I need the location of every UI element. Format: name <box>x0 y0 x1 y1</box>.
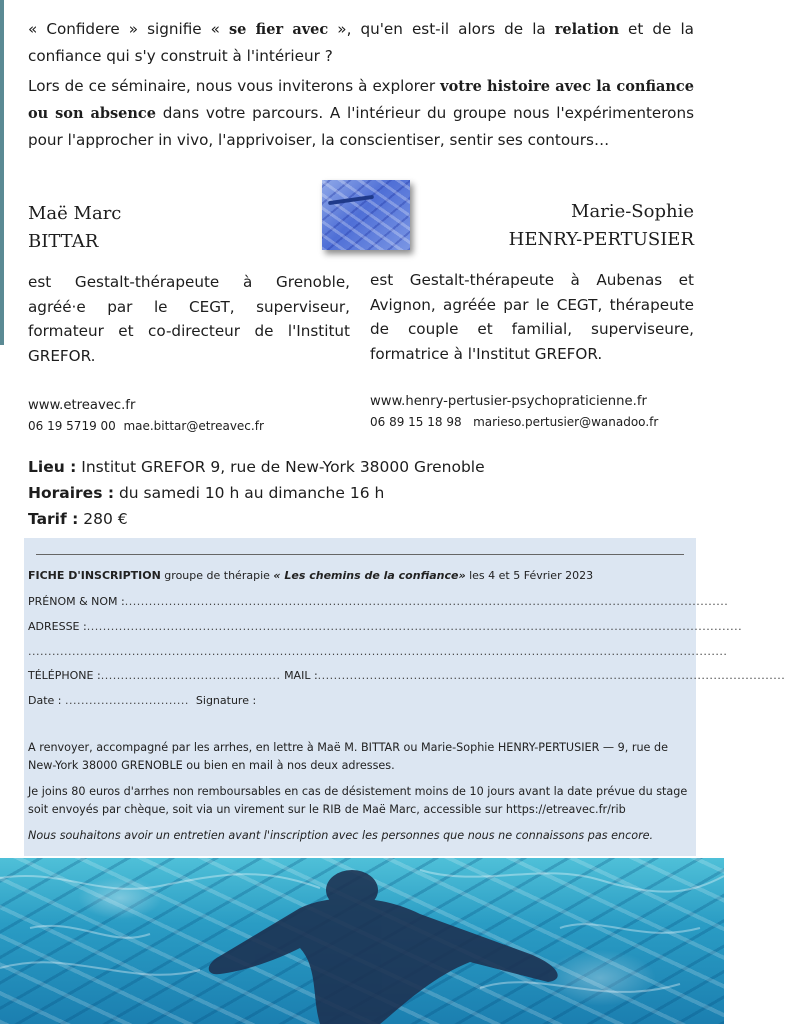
form-title-italic: « Les chemins de la confiance» <box>273 569 466 582</box>
form-divider <box>36 554 684 555</box>
therapist-right-name <box>509 198 694 254</box>
telephone-label: TÉLÉPHONE : <box>28 669 101 682</box>
therapist-left-bio: est Gestalt-thérapeute à Grenoble, agréé·e par le CEGT, superviseur, formateur et co-directeur de l'Institut GREFOR. <box>28 273 350 365</box>
intro-text-run: et de la confiance qui s'y construit à l'intérieur ? <box>28 20 694 65</box>
therapist-right-contact <box>370 392 658 432</box>
form-title-text: groupe de thérapie <box>160 569 274 582</box>
therapist-left-contact <box>28 396 264 436</box>
date-signature-field[interactable] <box>28 694 256 707</box>
prenom-nom-field[interactable] <box>28 595 728 608</box>
prenom-nom-dots[interactable]: ....................................................................................................................................................... <box>124 595 729 608</box>
therapist-left-website-link[interactable]: www.etreavec.fr <box>28 398 136 413</box>
form-title-bold: FICHE D'INSCRIPTION <box>28 569 161 582</box>
mail-label: MAIL : <box>284 669 318 682</box>
lieu-value: Institut GREFOR 9, rue de New-York 38000 Grenoble <box>76 458 485 476</box>
therapist-right-website-link[interactable]: www.henry-pertusier-psychopraticienne.fr <box>370 394 647 409</box>
event-info <box>28 454 485 532</box>
adresse-label: ADRESSE : <box>28 620 87 633</box>
date-label: Date : <box>28 694 65 707</box>
adresse-dots[interactable]: .................................................................................................................................................................... <box>86 620 743 633</box>
telephone-mail-field[interactable] <box>28 669 785 682</box>
swimmer-silhouette <box>209 870 558 1024</box>
form-arrhes-text: Je joins 80 euros d'arrhes non remboursables en cas de désistement moins de 10 jours avant la date prévue du stage soit envoyés par chèque, soit via un virement sur le RIB de Maë Marc, accessible sur https://etreavec.fr/rib <box>28 785 688 816</box>
highlight-se-fier-avec: se fier avec <box>229 21 329 38</box>
therapist-left-name <box>28 200 121 256</box>
tarif-label: Tarif : <box>28 510 79 528</box>
date-dots[interactable]: ............................... <box>65 694 189 707</box>
therapist-left-first-name: Maë Marc <box>28 203 122 224</box>
signature-label: Signature : <box>195 694 257 707</box>
intro-text-run: Lors de ce séminaire, nous vous inviterons à explorer <box>28 77 441 95</box>
form-interview-note: Nous souhaitons avoir un entretien avant l'inscription avec les personnes que nous ne connaissons pas encore. <box>28 829 654 842</box>
water-thumbnail-image <box>322 180 410 250</box>
therapist-left-last-name: BITTAR <box>28 231 99 252</box>
form-title <box>28 569 593 582</box>
lieu-line <box>28 454 485 480</box>
tarif-line <box>28 506 485 532</box>
therapist-right-bio: est Gestalt-thérapeute à Aubenas et Avignon, agréée par le CEGT, thérapeute de couple et familial, superviseure, formatrice à l'Institut GREFOR. <box>370 271 694 363</box>
horaires-label: Horaires : <box>28 484 115 502</box>
intro-paragraph-1 <box>28 16 694 69</box>
highlight-histoire: votre histoire avec la confiance ou son absence <box>28 78 694 122</box>
mail-dots[interactable]: ..................................................................................................................... <box>317 669 785 682</box>
form-title-date: les 4 et 5 Février 2023 <box>465 569 594 582</box>
swimmer-streak <box>328 195 374 205</box>
therapist-right-email-link[interactable]: marieso.pertusier@wanadoo.fr <box>473 415 659 429</box>
adresse-continuation-field[interactable] <box>28 645 727 658</box>
therapist-right-last-name: HENRY-PERTUSIER <box>508 229 694 250</box>
telephone-dots[interactable]: ............................................. <box>100 669 281 682</box>
therapist-right-phone: 06 89 15 18 98 <box>370 415 462 429</box>
swimming-pool-image <box>0 858 724 1024</box>
therapist-left-phone: 06 19 5719 00 <box>28 419 116 433</box>
adresse-continuation-dots[interactable]: ............................................................................................................................................................................... <box>28 645 728 658</box>
registration-form <box>24 538 785 856</box>
intro-text-run: dans votre parcours. A l'intérieur du groupe nous l'expérimenterons pour l'approcher in vivo, l'apprivoiser, la conscientiser, sentir ses contours… <box>28 104 694 149</box>
therapist-right-first-name: Marie-Sophie <box>571 201 694 222</box>
horaires-line <box>28 480 485 506</box>
left-accent-bar <box>0 0 4 345</box>
adresse-field[interactable] <box>28 620 742 633</box>
therapist-left-email-link[interactable]: mae.bittar@etreavec.fr <box>123 419 264 433</box>
intro-text <box>28 16 694 157</box>
highlight-relation: relation <box>554 21 619 38</box>
swimmer-illustration <box>0 858 724 1024</box>
form-return-instructions: A renvoyer, accompagné par les arrhes, en lettre à Maë M. BITTAR ou Marie-Sophie HENRY-PERTUSIER — 9, rue de New-York 38000 GRENOBLE ou bien en mail à nos deux adresses. <box>28 741 668 772</box>
lieu-label: Lieu : <box>28 458 77 476</box>
horaires-value: du samedi 10 h au dimanche 16 h <box>114 484 385 502</box>
tarif-value: 280 € <box>78 510 128 528</box>
intro-text-run: », qu'en est-il alors de la <box>328 20 555 38</box>
intro-paragraph-2 <box>28 73 694 153</box>
intro-text-run: « Confidere » signifie « <box>28 20 230 38</box>
prenom-nom-label: PRÉNOM & NOM : <box>28 595 125 608</box>
